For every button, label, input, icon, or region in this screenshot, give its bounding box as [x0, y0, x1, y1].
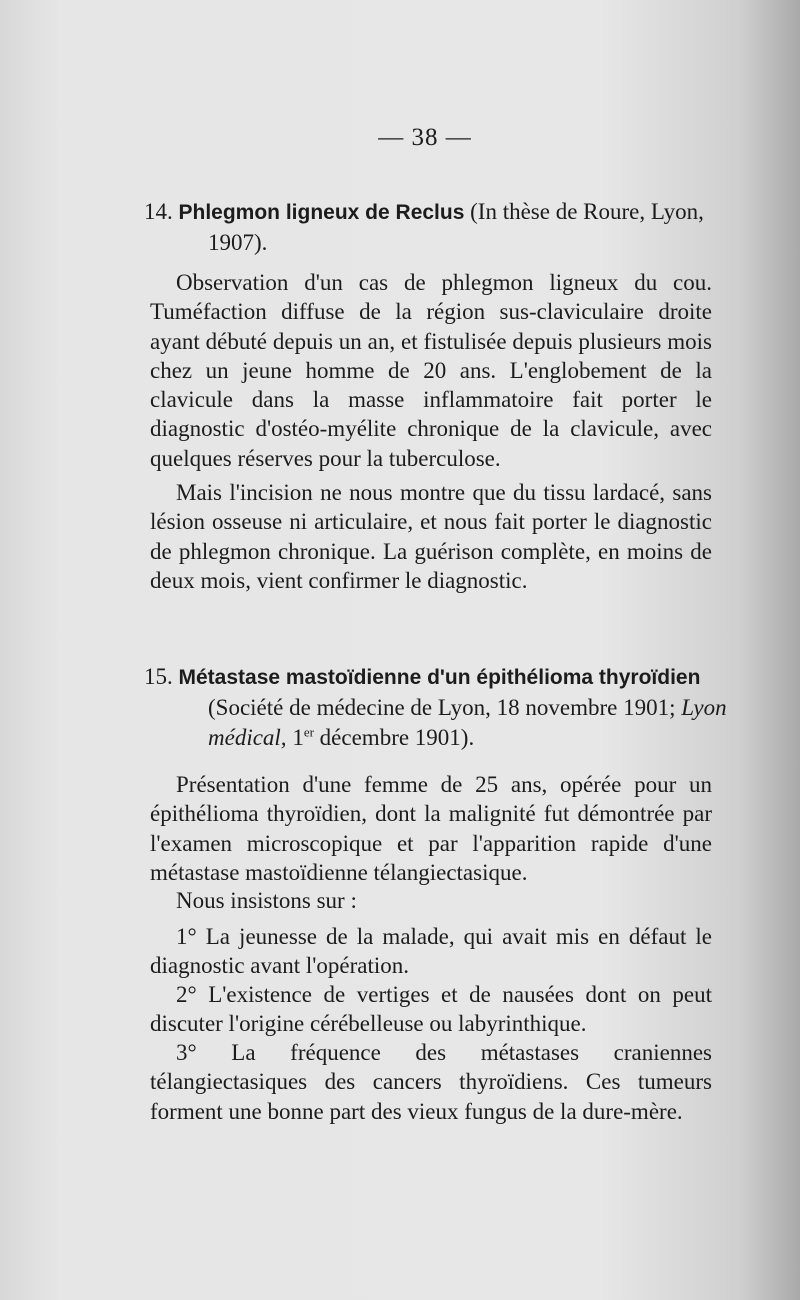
entry-15-paragraph-4: 2° L'existence de vertiges et de nausées dont on peut discuter l'origine cérébelleuse ou labyrinthique. [150, 982, 712, 1037]
entry-14-paragraph-1: Observation d'un cas de phlegmon ligneux du cou. Tuméfaction diffuse de la région sus-claviculaire droite ayant débuté depuis un an, et fistulisée depuis plusieurs mois chez un jeune homme de 20 ans. L'englobement de la clavicule dans la masse inflammatoire fait porter le diagnostic d'ostéo-myélite chronique de la clavicule, avec quelques réserves pour la tuberculose. [150, 270, 712, 471]
entry-15-paragraph-2: Nous insistons sur : [176, 888, 357, 913]
entry-15-paragraph-1: Présentation d'une femme de 25 ans, opérée pour un épithélioma thyroïdien, dont la malignité fut démontrée par l'examen microscopique et par l'apparition rapide d'une métastase mastoïdienne télangiectasique. [150, 772, 712, 885]
entry-15-title: Métastase mastoïdienne d'un épithélioma thyroïdien [178, 666, 701, 689]
entry-15-paragraph-5: 3° La fréquence des métastases craniennes télangiectasiques des cancers thyroïdiens. Ces tumeurs forment une bonne part des vieux fungus de la dure-mère. [150, 1040, 712, 1124]
entry-14-title: Phlegmon ligneux de Reclus [178, 201, 465, 224]
page-number: — 38 — [378, 124, 472, 151]
entry-15-heading [144, 662, 734, 753]
entry-14-paragraph-2: Mais l'incision ne nous montre que du tissu lardacé, sans lésion osseuse ni articulaire, et nous fait porter le diagnostic de phlegmon chronique. La guérison complète, en moins de deux mois, vient confirmer le diagnostic. [150, 480, 712, 593]
entry-15-reference: (Société de médecine de Lyon, 18 novembre 1901; Lyon médical, 1er décembre 1901). [208, 695, 727, 750]
entry-14-number: 14. [144, 199, 173, 224]
entry-14-heading [144, 197, 734, 258]
entry-15-paragraph-3: 1° La jeunesse de la malade, qui avait mis en défaut le diagnostic avant l'opération. [150, 924, 712, 979]
entry-15-number: 15. [144, 664, 173, 689]
entry-14-reference: (In thèse de Roure, Lyon, [470, 199, 704, 224]
entry-14-reference-year: 1907). [208, 230, 268, 255]
